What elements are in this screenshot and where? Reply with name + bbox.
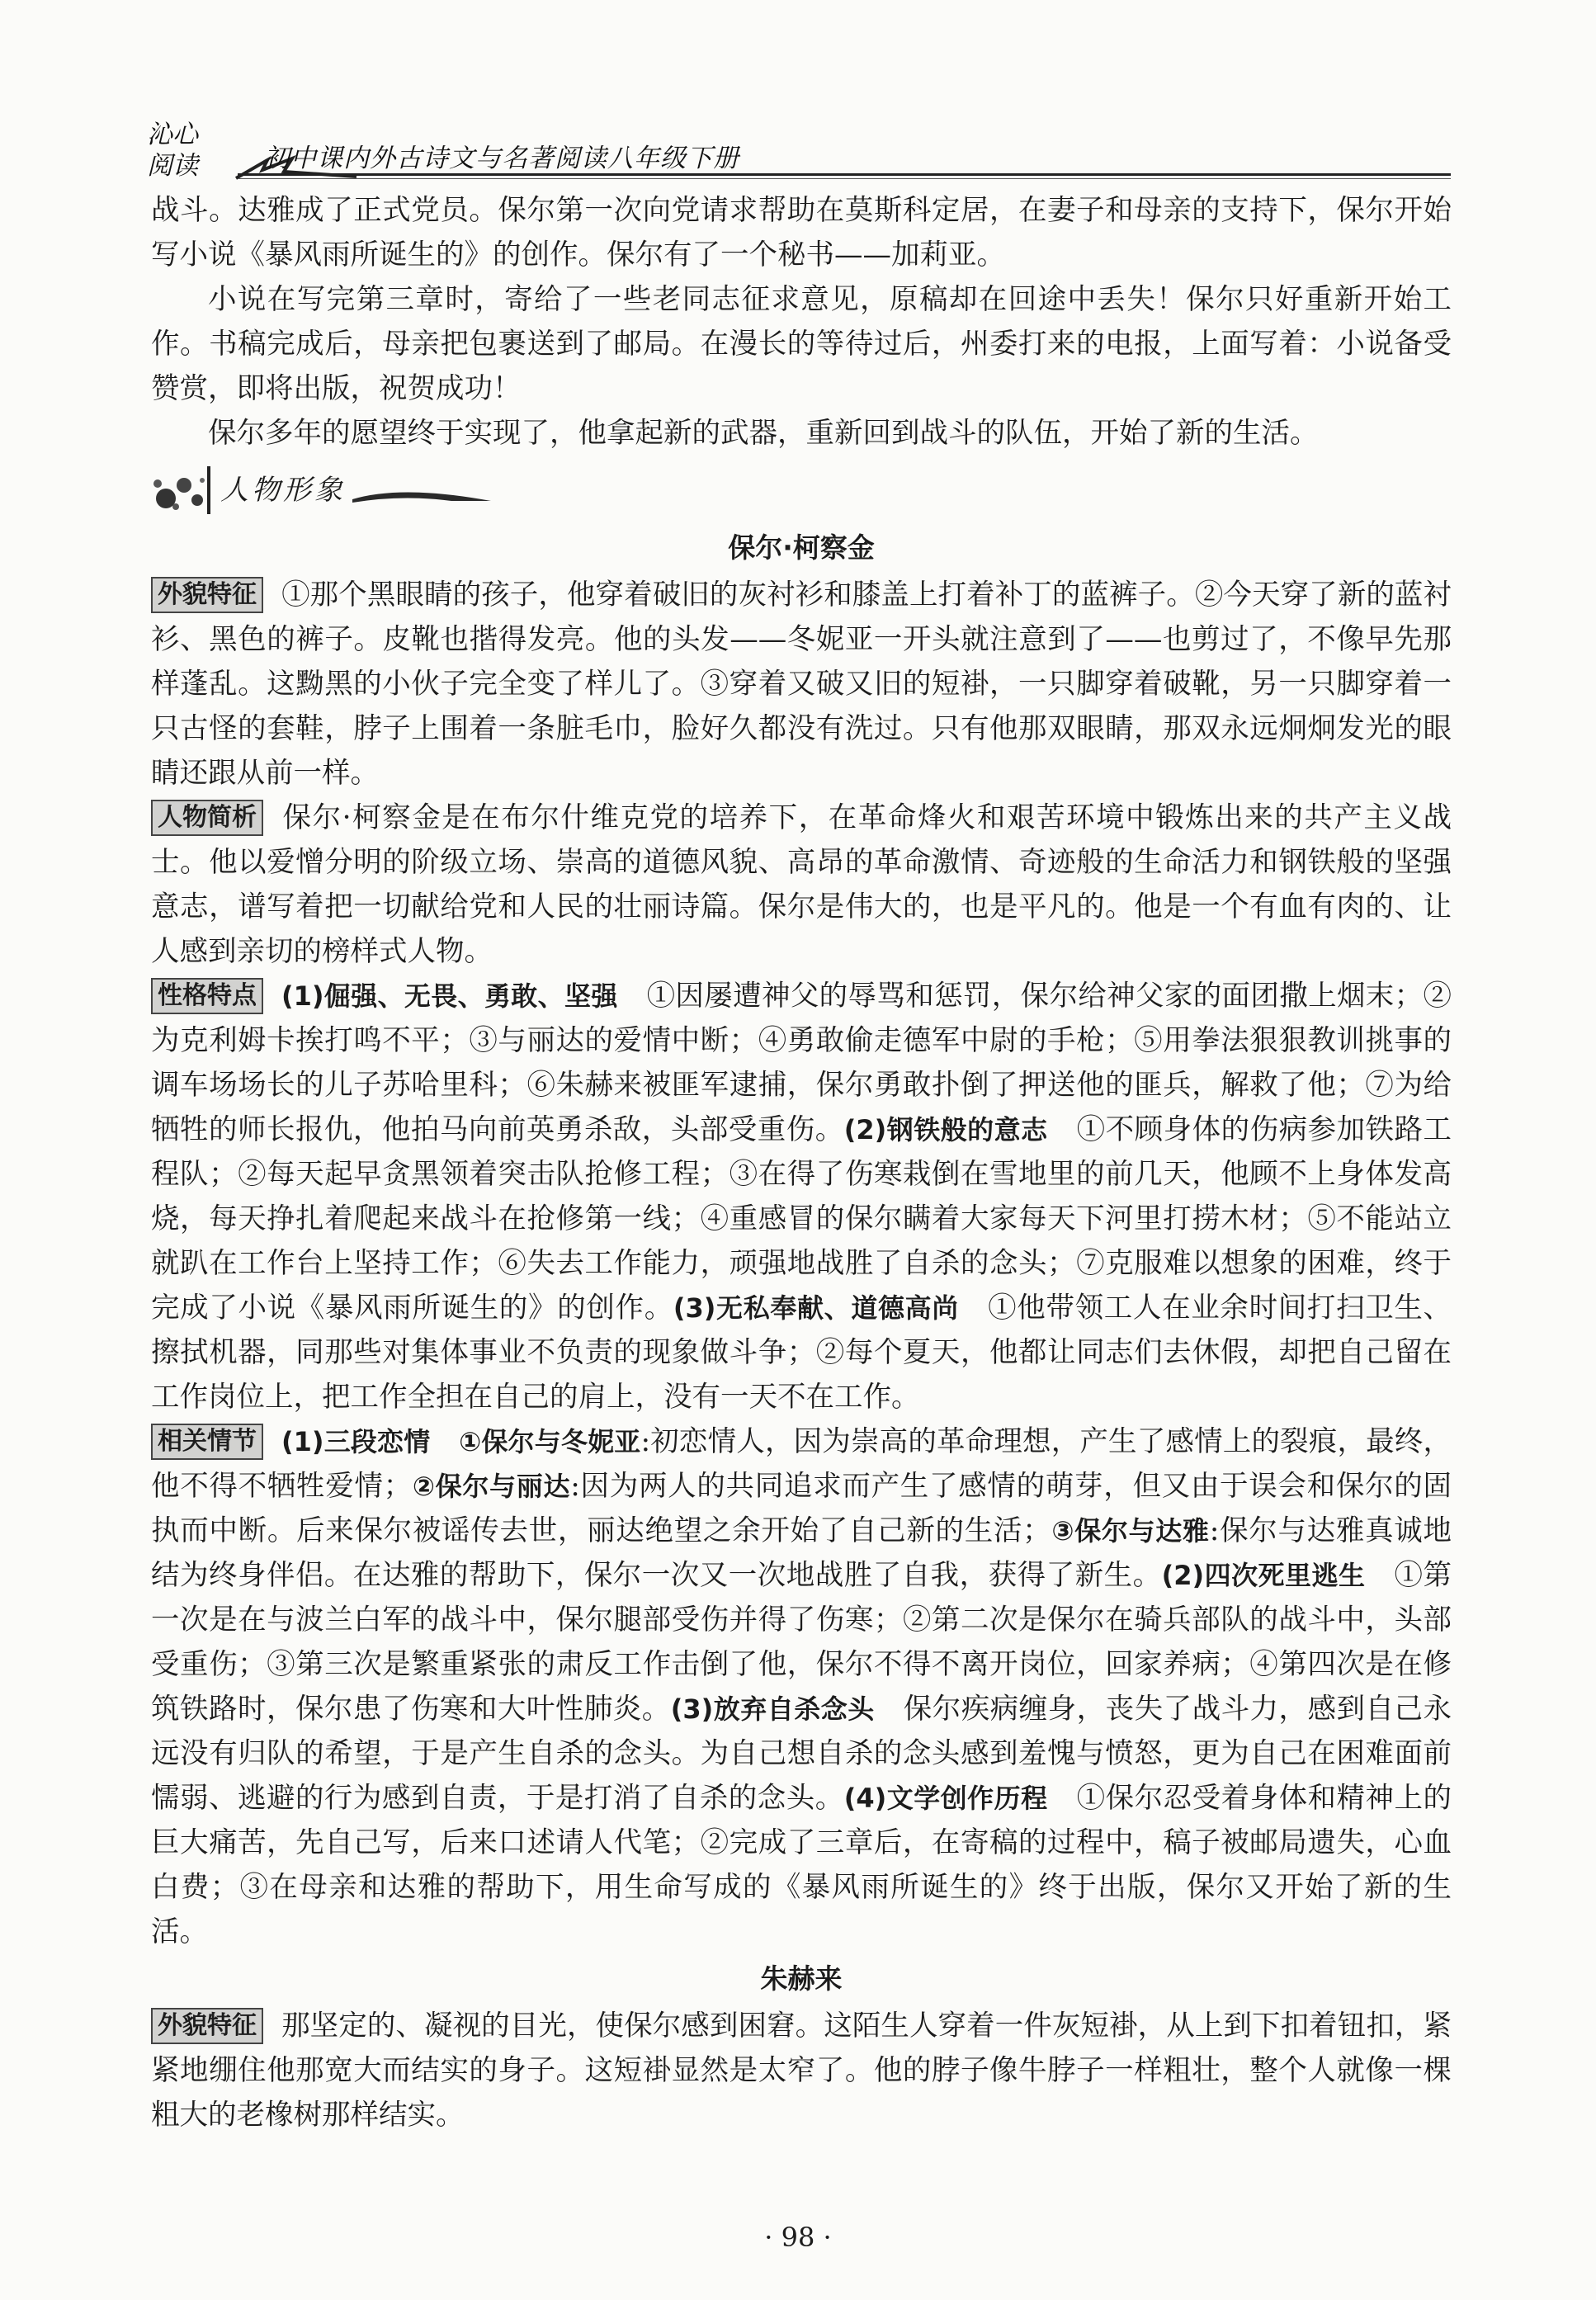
brand-logo bbox=[147, 119, 246, 182]
traits-text-3: ①他带领工人在业余时间打扫卫生、擦拭机器，同那些对集体事业不负责的现象做斗争；②每个夏天，他都让同志们去休假，却把自己留在工作岗位上，把工作全担在自己的肩上，没有一天不在工作。 bbox=[151, 1292, 1452, 1414]
section-banner-label: 人物形象 bbox=[207, 466, 357, 514]
zhuhelai-appearance bbox=[151, 2004, 1452, 2137]
intro-paragraph-3: 保尔多年的愿望终于实现了，他拿起新的武器，重新回到战斗的队伍，开始了新的生活。 bbox=[208, 417, 1319, 450]
ink-splash-icon bbox=[148, 465, 214, 515]
plot-sub-3: ③保尔与达雅 bbox=[1051, 1515, 1210, 1547]
paul-appearance-text: ①那个黑眼睛的孩子，他穿着破旧的灰衬衫和膝盖上打着补丁的蓝裤子。②今天穿了新的蓝衬衫、黑色的裤子。皮靴也揩得发亮。他的头发——冬妮亚一开头就注意到了——也剪过了，不像早先那样蓬乱。这黝黑的小伙子完全变了样儿了。③穿着又破又旧的短褂，一只脚穿着破靴，另一只脚穿着一只古怪的套鞋，脖子上围着一条脏毛巾，脸好久都没有洗过。只有他那双眼睛，那双永远炯炯发光的眼睛还跟从前一样。 bbox=[151, 579, 1452, 790]
series-title: 初中课内外古诗文与名著阅读八年级下册 bbox=[264, 144, 739, 173]
plot-text-3: :保尔与达雅真诚地结为终身伴侣。在达雅的帮助下，保尔一次又一次地战胜了自我，获得了新生。 bbox=[151, 1514, 1452, 1592]
brand-line-2: 阅读 bbox=[147, 151, 198, 181]
plot-text-2: :因为两人的共同追求而产生了感情的萌芽，但又由于误会和保尔的固执而中断。后来保尔被谣传去世，丽达绝望之余开始了自己新的生活； bbox=[151, 1470, 1452, 1547]
plot-sub-2: ②保尔与丽达 bbox=[412, 1471, 571, 1502]
plot-keyword-2: (2)四次死里逃生 bbox=[1161, 1560, 1366, 1591]
plot-keyword-3: (3)放弃自杀念头 bbox=[670, 1693, 875, 1725]
plot-text-5: 保尔疾病缠身，丧失了战斗力，感到自己永远没有归队的希望，于是产生自杀的念头。为自己想自杀的念头感到羞愧与愤怒，更为自己在困难面前懦弱、逃避的行为感到自责，于是打消了自杀的念头。 bbox=[151, 1693, 1452, 1815]
plot-text-4: ①第一次是在与波兰白军的战斗中，保尔腿部受伤并得了伤寒；②第二次是保尔在骑兵部队的战斗中，头部受重伤；③第三次是繁重紧张的肃反工作击倒了他，保尔不得不离开岗位，回家养病；④第四次是在修筑铁路时，保尔患了伤寒和大叶性肺炎。 bbox=[151, 1559, 1452, 1726]
page-number: · 98 · bbox=[764, 2222, 832, 2253]
appearance-tag: 外貌特征 bbox=[151, 577, 263, 613]
brush-stroke-icon bbox=[352, 476, 493, 504]
intro-paragraph-1: 战斗。达雅成了正式党员。保尔第一次向党请求帮助在莫斯科定居，在妻子和母亲的支持下，保尔开始写小说《暴风雨所诞生的》的创作。保尔有了一个秘书——加莉亚。 bbox=[151, 194, 1452, 272]
paul-traits bbox=[151, 974, 1452, 1419]
brand-line-1: 沁心 bbox=[147, 120, 198, 149]
header-rule-thin bbox=[238, 178, 1451, 179]
paul-appearance bbox=[151, 573, 1452, 796]
plot-sub-1: ①保尔与冬妮亚 bbox=[459, 1426, 641, 1457]
paul-plot bbox=[151, 1419, 1452, 1954]
appearance-tag-2: 外貌特征 bbox=[151, 2008, 263, 2044]
traits-text-1: ①因屡遭神父的辱骂和惩罚，保尔给神父家的面团撒上烟末；②为克利姆卡挨打鸣不平；③与丽达的爱情中断；④勇敢偷走德军中尉的手枪；⑤用拳法狠狠教训挑事的调车场场长的儿子苏哈里科；⑥朱赫来被匪军逮捕，保尔勇敢扑倒了押送他的匪兵，解救了他；⑦为给牺牲的师长报仇，他拍马向前英勇杀敌，头部受重伤。 bbox=[151, 980, 1452, 1146]
plot-text-6: ①保尔忍受着身体和精神上的巨大痛苦，先自己写，后来口述请人代笔；②完成了三章后，在寄稿的过程中，稿子被邮局遗失，心血白费；③在母亲和达雅的帮助下，用生命写成的《暴风雨所诞生的》终于出版，保尔又开始了新的生活。 bbox=[151, 1782, 1452, 1948]
intro-paragraph-2: 小说在写完第三章时，寄给了一些老同志征求意见，原稿却在回途中丢失！保尔只好重新开始工作。书稿完成后，母亲把包裹送到了邮局。在漫长的等待过后，州委打来的电报，上面写着：小说备受赞赏，即将出版，祝贺成功！ bbox=[151, 283, 1452, 405]
traits-text-2: ①不顾身体的伤病参加铁路工程队；②每天起早贪黑领着突击队抢修工程；③在得了伤寒栽倒在雪地里的前几天，他顾不上身体发高烧，每天挣扎着爬起来战斗在抢修第一线；④重感冒的保尔瞒着大家每天下河里打捞木材；⑤不能站立就趴在工作台上坚持工作；⑥失去工作能力，顽强地战胜了自杀的念头；⑦克服难以想象的困难，终于完成了小说《暴风雨所诞生的》的创作。 bbox=[151, 1113, 1452, 1325]
traits-keyword-2: (2)钢铁般的意志 bbox=[843, 1114, 1048, 1145]
plot-tag: 相关情节 bbox=[151, 1424, 263, 1460]
header-rule bbox=[238, 173, 1451, 176]
plot-text-1: :初恋情人，因为崇高的革命理想，产生了感情上的裂痕，最终，他不得不牺牲爱情； bbox=[151, 1425, 1452, 1503]
character-name-zhuhelai: 朱赫来 bbox=[760, 1962, 843, 1995]
paul-brief-text: 保尔·柯察金是在布尔什维克党的培养下，在革命烽火和艰苦环境中锻炼出来的共产主义战士。他以爱憎分明的阶级立场、崇高的道德风貌、高昂的革命激情、奇迹般的生命活力和钢铁般的坚强意志，谱写着把一切献给党和人民的壮丽诗篇。保尔是伟大的，也是平凡的。他是一个有血有肉的、让人感到亲切的榜样式人物。 bbox=[151, 801, 1452, 968]
page-header bbox=[147, 120, 1452, 182]
section-banner bbox=[148, 459, 1452, 522]
character-name-paul: 保尔·柯察金 bbox=[728, 531, 875, 564]
paul-brief bbox=[151, 796, 1452, 974]
traits-keyword-3: (3)无私奉献、道德高尚 bbox=[673, 1292, 959, 1324]
plot-keyword-4: (4)文学创作历程 bbox=[843, 1783, 1048, 1814]
traits-tag: 性格特点 bbox=[151, 978, 263, 1014]
page-content bbox=[151, 188, 1452, 2137]
traits-keyword-1: (1)倔强、无畏、勇敢、坚强 bbox=[281, 980, 618, 1012]
brief-tag: 人物简析 bbox=[151, 800, 263, 836]
zhuhelai-appearance-text: 那坚定的、凝视的目光，使保尔感到困窘。这陌生人穿着一件灰短褂，从上到下扣着钮扣，紧紧地绷住他那宽大而结实的身子。这短褂显然是太窄了。他的脖子像牛脖子一样粗壮，整个人就像一棵粗大的老橡树那样结实。 bbox=[151, 2010, 1452, 2132]
plot-keyword-1: (1)三段恋情 bbox=[281, 1426, 431, 1457]
